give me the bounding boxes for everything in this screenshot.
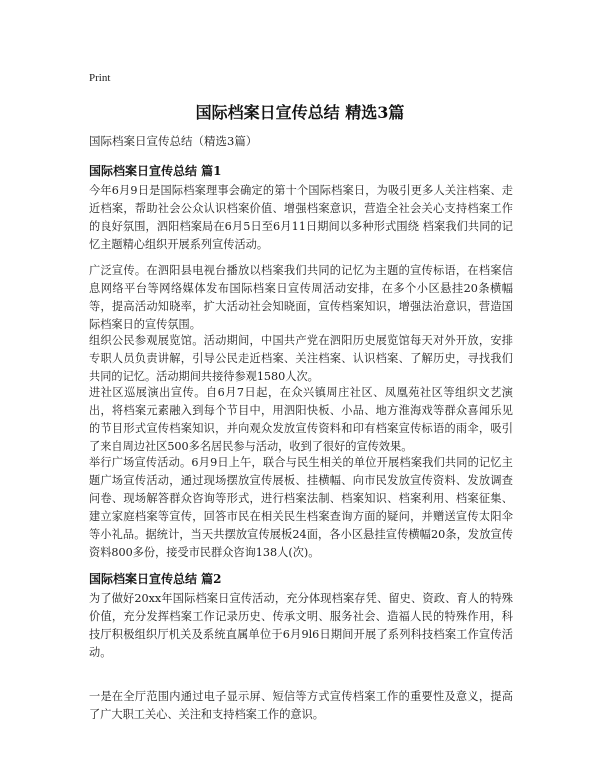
document-title: 国际档案日宣传总结 精选3篇 <box>195 103 405 122</box>
section-heading-2: 国际档案日宣传总结 篇2 <box>89 572 222 586</box>
paragraph: 举行广场宣传活动。6月9日上午，联合与民生相关的单位开展档案我们共同的记忆主题广场宣传活动，通过现场摆放宣传展板、挂横幅、向市民发放宣传资料、发放调查问卷、现场解答群众咨询等形式，进行档案法制、档案知识、档案利用、档案征集、建立家庭档案等宣传，回答市民在相关民生档案查询方面的疑问，并赠送宣传太阳伞等小礼品。据统计，当天共摆放宣传展板24面，各小区悬挂宣传横幅20条，发放宣传资料800多份，接受市民群众咨询138人(次)。 <box>89 456 513 560</box>
print-link[interactable]: Print <box>89 72 111 84</box>
document-subtitle: 国际档案日宣传总结（精选3篇） <box>89 134 258 148</box>
paragraph: 组织公民参观展览馆。活动期间，中国共产党在泗阳历史展览馆每天对外开放，安排专职人员负责讲解，引导公民走近档案、关注档案、认识档案、了解历史，寻找我们共同的记忆。活动期间共接待参观1580人次。 <box>89 334 513 384</box>
section-heading-1: 国际档案日宣传总结 篇1 <box>89 164 222 178</box>
paragraph: 为了做好20xx年国际档案日宣传活动，充分体现档案存凭、留史、资政、育人的特殊价值，充分发挥档案工作记录历史、传承文明、服务社会、造福人民的特殊作用，科技厅积极组织厅机关及系统直属单位于6月9l6日期间开展了系列科技档案工作宣传活动。 <box>89 592 513 660</box>
paragraph: 广泛宣传。在泗阳县电视台播放以档案我们共同的记忆为主题的宣传标语，在档案信息网络平台等网络媒体发布国际档案日宣传周活动安排，在多个小区悬挂20条横幅等，提高活动知晓率，扩大活动社会知晓面，宣传档案知识，增强法治意识，营造国际档案日的宣传氛围。 <box>89 264 513 332</box>
paragraph: 今年6月9日是国际档案理事会确定的第十个国际档案日，为吸引更多人关注档案、走近档案，帮助社会公众认识档案价值、增强档案意识，营造全社会关心支持档案工作的良好氛围，泗阳档案局在6月5日至6月11日期间以多种形式围绕 档案我们共同的记忆主题精心组织开展系列宣传活动。 <box>89 184 513 252</box>
paragraph: 进社区巡展演出宣传。自6月7日起，在众兴镇周庄社区、凤凰苑社区等组织文艺演出，将档案元素融入到每个节目中，用泗阳快板、小品、地方淮海戏等群众喜闻乐见的节目形式宣传档案知识，并向观众发放宣传资料和印有档案宣传标语的雨伞，吸引了来自周边社区500多名居民参与活动，收到了很好的宣传效果。 <box>89 386 513 454</box>
paragraph: 一是在全厅范围内通过电子显示屏、短信等方式宣传档案工作的重要性及意义，提高了广大职工关心、关注和支持档案工作的意识。 <box>89 690 513 722</box>
